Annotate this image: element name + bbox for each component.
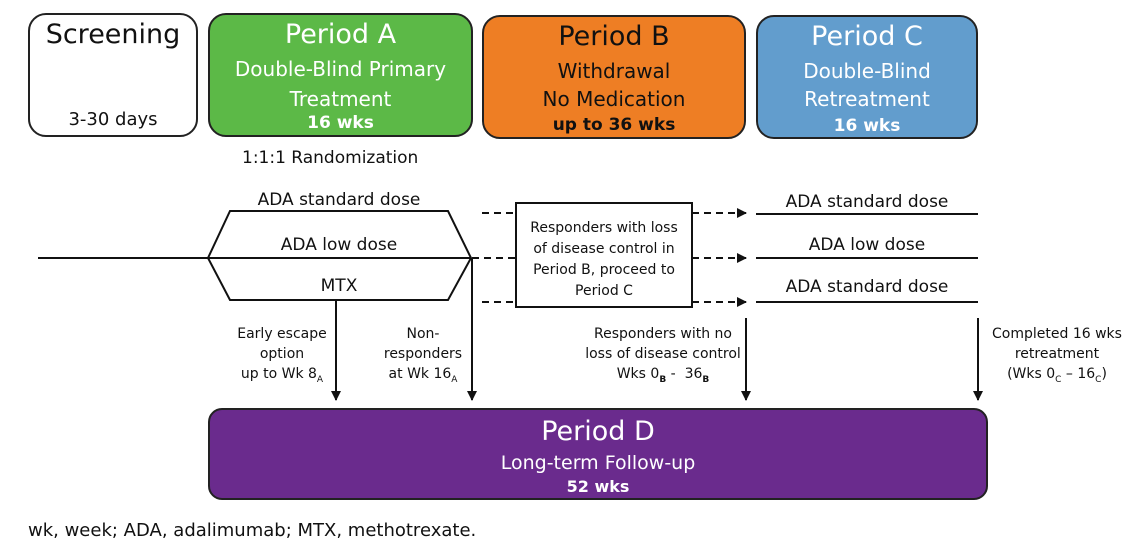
responders-box-line3: Period B, proceed to xyxy=(533,262,675,278)
period-b-title: Period B xyxy=(558,21,670,52)
screening-title: Screening xyxy=(45,19,181,50)
period-d-title: Period D xyxy=(541,416,655,447)
completed-label xyxy=(982,324,1132,390)
responders-no-loss-line1: Responders with no xyxy=(594,326,732,342)
arm-right-3: ADA standard dose xyxy=(785,277,949,297)
arm-left-1: ADA standard dose xyxy=(257,190,421,210)
period-a-duration: 16 wks xyxy=(307,113,374,133)
completed-line1: Completed 16 wks xyxy=(992,326,1122,342)
period-d-line1: Long-term Follow-up xyxy=(500,452,696,474)
period-b-line2: No Medication xyxy=(542,87,686,111)
period-c-line1: Double-Blind xyxy=(803,59,931,83)
period-c-line2: Retreatment xyxy=(804,87,930,111)
nonresponders-line3: at Wk $16_A$ xyxy=(388,366,458,385)
period-d-duration: 52 wks xyxy=(566,477,630,496)
period-a-title: Period A xyxy=(284,19,397,50)
arm-left-3: MTX xyxy=(320,276,358,296)
period-a-line2: Treatment xyxy=(289,87,392,111)
responders-box-line4: Period C xyxy=(575,283,633,299)
responders-box-line1: Responders with loss xyxy=(530,220,678,236)
early-escape-label xyxy=(222,324,342,390)
early-escape-line2: option xyxy=(259,346,305,362)
responders-box-line2: of disease control in xyxy=(533,241,675,257)
footnote: wk, week; ADA, adalimumab; MTX, methotrexate. xyxy=(28,520,477,541)
responders-box-text xyxy=(516,218,692,302)
nonresponders-line2: responders xyxy=(383,346,463,362)
nonresponders-label xyxy=(378,324,468,390)
responders-no-loss-line3: Wks $0_B - 36_B$ xyxy=(616,366,710,385)
period-b-duration: up to 36 wks xyxy=(552,115,676,135)
completed-line2: retreatment xyxy=(1014,346,1100,362)
completed-line3: (Wks $0_C - 16_C$) xyxy=(1007,366,1107,385)
early-escape-line1: Early escape xyxy=(237,326,327,342)
period-c-title: Period C xyxy=(811,21,923,52)
period-c-duration: 16 wks xyxy=(833,116,901,136)
early-escape-line3: up to Wk $8_A$ xyxy=(240,366,324,385)
period-a-line1: Double-Blind Primary xyxy=(234,57,447,81)
arm-right-2: ADA low dose xyxy=(808,235,926,255)
period-d-box xyxy=(208,408,988,500)
arm-right-1: ADA standard dose xyxy=(785,192,949,212)
responders-no-loss-line2: loss of disease control xyxy=(585,346,741,362)
screening-duration: 3-30 days xyxy=(68,109,158,130)
period-b-line1: Withdrawal xyxy=(557,59,671,83)
responders-no-loss-label xyxy=(568,324,758,390)
randomization-label: 1:1:1 Randomization xyxy=(242,148,419,168)
nonresponders-line1: Non- xyxy=(406,326,440,342)
arm-left-2: ADA low dose xyxy=(280,235,398,255)
